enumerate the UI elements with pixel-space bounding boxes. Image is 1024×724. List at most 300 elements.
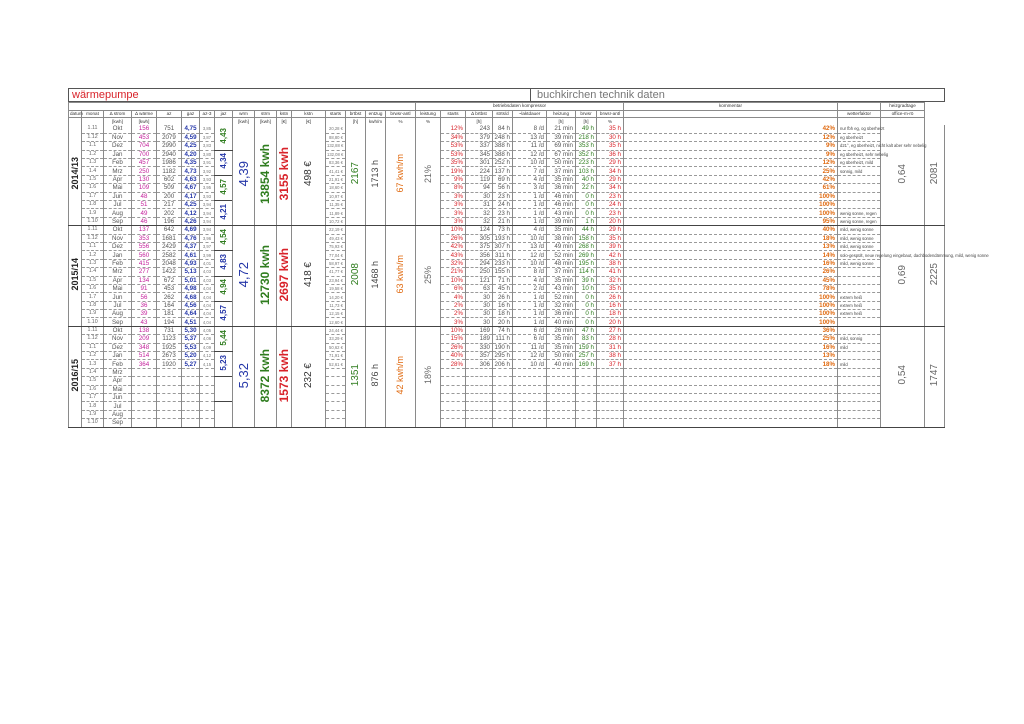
cell-starts-per-day: 1 /d: [513, 209, 547, 217]
cell-delta-strom: 46: [132, 217, 157, 225]
quarter-az: 5,23: [219, 354, 228, 371]
cell-datum: 1.11: [82, 226, 104, 234]
column-unit: [200, 118, 215, 126]
cell-taktdauer: 40 min: [547, 360, 576, 368]
cell-heizung: 257 h: [576, 352, 597, 360]
cell-brwsr: 26 h: [597, 293, 624, 301]
column-header: ∆ strom: [104, 110, 132, 118]
cell-brwsr: [597, 377, 624, 385]
cell-heizung: 40 h: [576, 175, 597, 183]
cell-brwsr: 37 h: [597, 360, 624, 368]
cell-delta-waerme: 642: [157, 226, 182, 234]
cell-kstn: 83,36 €: [326, 159, 346, 167]
cell-kommentar: [838, 175, 881, 183]
cell-starts: 31: [466, 201, 493, 209]
cell-datum: 1.3: [82, 360, 104, 368]
cell-kommentar: mild: [838, 343, 881, 351]
year-starts: 2167: [350, 162, 361, 185]
cell-brwsr-antl: 18%: [624, 360, 838, 368]
cell-az: 4,35: [182, 159, 200, 167]
cell-datum: 1.1: [82, 242, 104, 250]
year-label: 2015/14: [69, 258, 80, 291]
table-row: [69, 293, 945, 301]
year-entzug-cell: [386, 125, 416, 226]
cell-az: 4,61: [182, 251, 200, 259]
cell-kommentar: [838, 394, 881, 402]
cell-leistung: 32%: [441, 259, 466, 267]
cell-gaz: 3,91: [200, 159, 215, 167]
cell-delta-waerme: 2048: [157, 259, 182, 267]
cell-delta-strom: 138: [132, 326, 157, 334]
cell-leistung: 10%: [441, 276, 466, 284]
cell-brwsr-antl: 40%: [624, 226, 838, 234]
cell-delta-brtbst: 20 h: [493, 318, 513, 326]
cell-delta-brtbst: [493, 394, 513, 402]
cell-heizung: 39 h: [576, 276, 597, 284]
cell-monat: Sep: [104, 318, 132, 326]
cell-heizung: 1 h: [576, 217, 597, 225]
cell-kommentar: wenig sonne, regen: [838, 217, 881, 225]
table-row: [69, 276, 945, 284]
cell-starts: 121: [466, 276, 493, 284]
cell-kommentar: [838, 326, 881, 334]
year-kosten-total: 418 €: [303, 262, 314, 288]
cell-brwsr: 23 h: [597, 209, 624, 217]
year-kosten-total-cell: [292, 326, 326, 427]
cell-monat: Okt: [104, 125, 132, 133]
cell-starts: 356: [466, 251, 493, 259]
cell-brwsr: 30 h: [597, 133, 624, 141]
cell-gaz: [200, 410, 215, 418]
cell-kstn: 23,94 €: [326, 276, 346, 284]
cell-delta-strom: [132, 377, 157, 385]
cell-taktdauer: 35 min: [547, 226, 576, 234]
cell-leistung: 15%: [441, 335, 466, 343]
cell-gaz: 3,97: [200, 242, 215, 250]
year-label-cell: [69, 125, 82, 226]
cell-heizung: 269 h: [576, 251, 597, 259]
cell-delta-strom: 51: [132, 201, 157, 209]
cell-brwsr: 20 h: [597, 217, 624, 225]
cell-kommentar: extrem heiß: [838, 293, 881, 301]
table-row: [69, 360, 945, 368]
cell-delta-waerme: 1986: [157, 159, 182, 167]
year-label: 2016/15: [69, 358, 80, 392]
cell-leistung: [441, 377, 466, 385]
cell-brwsr: 32 h: [597, 276, 624, 284]
cell-delta-waerme: 1123: [157, 335, 182, 343]
cell-delta-waerme: 2990: [157, 142, 182, 150]
cell-kstn: 12,15 €: [326, 310, 346, 318]
cell-az: 4,17: [182, 192, 200, 200]
cell-delta-waerme: 453: [157, 284, 182, 292]
column-header: gaz: [182, 110, 200, 118]
cell-heizung: [576, 394, 597, 402]
cell-delta-waerme: 731: [157, 326, 182, 334]
quarter-az: 4,57: [219, 178, 228, 195]
cell-datum: 1.11: [82, 326, 104, 334]
cell-taktdauer: 37 min: [547, 268, 576, 276]
column-unit: [326, 118, 346, 126]
cell-starts: [466, 368, 493, 376]
cell-starts-per-day: [513, 368, 547, 376]
year-strom-total: 2697 kwh: [276, 247, 291, 302]
cell-delta-strom: 49: [132, 209, 157, 217]
cell-starts: 30: [466, 293, 493, 301]
quarter-az: 4,34: [219, 153, 228, 170]
cell-brwsr: 41 h: [597, 268, 624, 276]
cell-kstn: 11,73 €: [326, 301, 346, 309]
cell-az: 4,67: [182, 184, 200, 192]
year-jaz-cell: [233, 125, 255, 226]
cell-datum: 1.12: [82, 234, 104, 242]
year-strom-total-cell: [277, 326, 292, 427]
cell-datum: 1.10: [82, 419, 104, 427]
cell-heizung: 10 h: [576, 284, 597, 292]
cell-kommentar: [838, 268, 881, 276]
cell-delta-strom: 56: [132, 293, 157, 301]
cell-datum: 1.8: [82, 301, 104, 309]
cell-delta-waerme: 1920: [157, 360, 182, 368]
cell-monat: Jan: [104, 251, 132, 259]
table-row: [69, 234, 945, 242]
cell-datum: 1.7: [82, 394, 104, 402]
cell-delta-brtbst: 137 h: [493, 167, 513, 175]
cell-brwsr: 38 h: [597, 352, 624, 360]
cell-gaz: 3,94: [200, 201, 215, 209]
cell-brwsr: 29 h: [597, 226, 624, 234]
cell-gaz: 3,94: [200, 209, 215, 217]
cell-brwsr-antl: 100%: [624, 209, 838, 217]
cell-starts-per-day: 8 /d: [513, 125, 547, 133]
cell-datum: 1.10: [82, 217, 104, 225]
year-betriebsstunden: 1713 h: [370, 159, 380, 188]
cell-leistung: 40%: [441, 352, 466, 360]
cell-az: 5,13: [182, 268, 200, 276]
table-row: [69, 377, 945, 385]
cell-monat: Aug: [104, 310, 132, 318]
cell-gaz: 4,04: [200, 310, 215, 318]
column-header: [624, 110, 838, 118]
cell-kommentar: solo-gespült, neue regelung eingebaut, dachbodendämmung, mild, wenig sonne: [838, 251, 881, 259]
year-wetterfaktor: 0,64: [897, 163, 908, 184]
cell-delta-brtbst: 252 h: [493, 159, 513, 167]
cell-datum: 1.2: [82, 352, 104, 360]
cell-az: 4,59: [182, 133, 200, 141]
cell-brwsr: 38 h: [597, 259, 624, 267]
cell-kstn: 77,04 €: [326, 251, 346, 259]
quarter-az-cell: [215, 150, 233, 175]
cell-starts-per-day: 11 /d: [513, 343, 547, 351]
cell-kstn: [326, 402, 346, 410]
cell-brwsr-antl: [624, 419, 838, 427]
cell-az: [182, 377, 200, 385]
cell-kommentar: [838, 419, 881, 427]
cell-kommentar: [838, 192, 881, 200]
cell-monat: Jul: [104, 201, 132, 209]
cell-brwsr-antl: [624, 394, 838, 402]
year-brauchwasser-anteil: 21%: [422, 164, 433, 183]
year-heizgradtage: 2081: [929, 162, 940, 185]
cell-datum: 1.7: [82, 192, 104, 200]
cell-delta-strom: 137: [132, 226, 157, 234]
cell-delta-strom: 48: [132, 192, 157, 200]
cell-delta-strom: 91: [132, 284, 157, 292]
cell-starts-per-day: 1 /d: [513, 201, 547, 209]
cell-monat: Nov: [104, 335, 132, 343]
cell-starts: 30: [466, 310, 493, 318]
cell-monat: Dez: [104, 142, 132, 150]
table-row: [69, 385, 945, 393]
cell-monat: Mrz: [104, 268, 132, 276]
cell-taktdauer: 52 min: [547, 293, 576, 301]
cell-kstn: 88,80 €: [326, 133, 346, 141]
quarter-az-cell: [215, 175, 233, 200]
cell-starts-per-day: 10 /d: [513, 360, 547, 368]
cell-datum: 1.4: [82, 268, 104, 276]
year-entzug: 67 kwh/m: [395, 154, 405, 193]
column-header: heizung: [547, 110, 576, 118]
cell-delta-brtbst: 23 h: [493, 192, 513, 200]
cell-delta-strom: 277: [132, 268, 157, 276]
cell-starts-per-day: 6 /d: [513, 326, 547, 334]
cell-kommentar: [838, 377, 881, 385]
cell-datum: 1.1: [82, 343, 104, 351]
cell-delta-strom: 704: [132, 142, 157, 150]
year-waerme-total-cell: [255, 226, 277, 327]
column-header: ∆ brtbst: [466, 110, 493, 118]
cell-taktdauer: 52 min: [547, 251, 576, 259]
cell-delta-waerme: 181: [157, 310, 182, 318]
cell-brwsr: 31 h: [597, 343, 624, 351]
cell-starts-per-day: 4 /d: [513, 175, 547, 183]
column-header: az: [157, 110, 182, 118]
cell-heizung: 159 h: [576, 343, 597, 351]
cell-heizung: 0 h: [576, 201, 597, 209]
cell-delta-brtbst: 45 h: [493, 284, 513, 292]
cell-az: 4,63: [182, 175, 200, 183]
header-betriebsdaten: betriebsdaten kompressor: [416, 103, 624, 111]
cell-monat: Mrz: [104, 368, 132, 376]
cell-az: 4,69: [182, 226, 200, 234]
cell-delta-brtbst: [493, 402, 513, 410]
year-kosten-total: 232 €: [303, 362, 314, 388]
cell-leistung: 12%: [441, 125, 466, 133]
cell-starts-per-day: [513, 385, 547, 393]
cell-monat: Mai: [104, 385, 132, 393]
cell-starts: 330: [466, 343, 493, 351]
cell-leistung: 9%: [441, 175, 466, 183]
column-header: brwsr-antl: [597, 110, 624, 118]
cell-leistung: 35%: [441, 159, 466, 167]
cell-az: 4,37: [182, 242, 200, 250]
cell-az: 4,73: [182, 167, 200, 175]
cell-delta-strom: [132, 385, 157, 393]
cell-brwsr-antl: 25%: [624, 167, 838, 175]
cell-delta-brtbst: 21 h: [493, 217, 513, 225]
cell-delta-strom: 156: [132, 125, 157, 133]
cell-heizung: 47 h: [576, 326, 597, 334]
cell-kommentar: [838, 201, 881, 209]
cell-delta-waerme: 2940: [157, 150, 182, 158]
column-header: strts/d: [493, 110, 513, 118]
cell-taktdauer: 40 min: [547, 318, 576, 326]
cell-delta-strom: 457: [132, 159, 157, 167]
cell-leistung: 34%: [441, 133, 466, 141]
cell-leistung: 53%: [441, 150, 466, 158]
year-kosten-total-cell: [292, 226, 326, 327]
column-unit: [157, 118, 182, 126]
cell-delta-waerme: 1422: [157, 268, 182, 276]
quarter-az-cell: [215, 326, 233, 351]
cell-az: 4,25: [182, 142, 200, 150]
cell-leistung: [441, 419, 466, 427]
cell-delta-strom: 353: [132, 234, 157, 242]
cell-starts: 305: [466, 234, 493, 242]
cell-delta-waerme: [157, 377, 182, 385]
cell-delta-brtbst: 190 h: [493, 343, 513, 351]
cell-kstn: 11,89 €: [326, 209, 346, 217]
column-unit: [881, 118, 925, 126]
cell-kommentar: wenig sonne, regen: [838, 209, 881, 217]
cell-starts-per-day: 1 /d: [513, 217, 547, 225]
cell-starts-per-day: 13 /d: [513, 133, 547, 141]
year-betriebsstunden: 1468 h: [370, 260, 380, 289]
cell-taktdauer: 35 min: [547, 175, 576, 183]
cell-delta-strom: 209: [132, 335, 157, 343]
cell-monat: Jul: [104, 301, 132, 309]
cell-kstn: 11,35 €: [326, 201, 346, 209]
year-entzug: 63 kwh/m: [395, 255, 405, 294]
cell-delta-waerme: [157, 419, 182, 427]
cell-monat: Feb: [104, 259, 132, 267]
cell-datum: 1.11: [82, 125, 104, 133]
column-header: strm: [255, 110, 277, 118]
cell-datum: 1.10: [82, 318, 104, 326]
cell-datum: 1.3: [82, 259, 104, 267]
cell-starts: 189: [466, 335, 493, 343]
cell-leistung: 26%: [441, 343, 466, 351]
cell-taktdauer: [547, 368, 576, 376]
cell-delta-brtbst: 56 h: [493, 184, 513, 192]
cell-heizung: [576, 368, 597, 376]
cell-kstn: 10,97 €: [326, 192, 346, 200]
cell-gaz: 3,93: [200, 175, 215, 183]
cell-taktdauer: [547, 419, 576, 427]
cell-delta-brtbst: 111 h: [493, 335, 513, 343]
cell-heizung: 268 h: [576, 242, 597, 250]
cell-kstn: [326, 368, 346, 376]
column-header: monat: [82, 110, 104, 118]
table-row: [69, 251, 945, 259]
cell-brwsr-antl: 100%: [624, 293, 838, 301]
cell-brwsr: 20 h: [597, 318, 624, 326]
cell-monat: Mrz: [104, 167, 132, 175]
cell-brwsr: 34 h: [597, 167, 624, 175]
column-header: brwsr-antl: [386, 110, 416, 118]
cell-az: 5,20: [182, 352, 200, 360]
cell-delta-brtbst: [493, 385, 513, 393]
cell-leistung: 10%: [441, 326, 466, 334]
cell-taktdauer: 36 min: [547, 184, 576, 192]
cell-brwsr-antl: 100%: [624, 318, 838, 326]
table-row: [69, 419, 945, 427]
year-starts-cell: [346, 226, 366, 327]
cell-kommentar: eg überheizt, mild: [838, 159, 881, 167]
cell-heizung: 352 h: [576, 150, 597, 158]
column-unit: [838, 118, 881, 126]
cell-kommentar: eg überheizt: [838, 133, 881, 141]
cell-starts: 32: [466, 209, 493, 217]
cell-datum: 1.5: [82, 276, 104, 284]
cell-heizung: 169 h: [576, 360, 597, 368]
cell-leistung: [441, 368, 466, 376]
cell-delta-brtbst: 388 h: [493, 150, 513, 158]
cell-brwsr-antl: 42%: [624, 125, 838, 133]
cell-az: [182, 368, 200, 376]
cell-leistung: [441, 385, 466, 393]
cell-gaz: 4,01: [200, 259, 215, 267]
cell-leistung: 3%: [441, 192, 466, 200]
cell-heizung: 22 h: [576, 184, 597, 192]
cell-monat: Feb: [104, 159, 132, 167]
cell-monat: Jan: [104, 352, 132, 360]
cell-starts: 294: [466, 259, 493, 267]
cell-kstn: 132,88 €: [326, 142, 346, 150]
column-unit: [513, 118, 547, 126]
column-unit: [624, 118, 838, 126]
cell-az: 4,56: [182, 301, 200, 309]
cell-az: 5,01: [182, 276, 200, 284]
cell-delta-brtbst: 248 h: [493, 133, 513, 141]
cell-taktdauer: 67 min: [547, 150, 576, 158]
year-brauchwasser-anteil-cell: [416, 125, 441, 226]
cell-gaz: 4,04: [200, 318, 215, 326]
cell-taktdauer: 38 min: [547, 234, 576, 242]
year-jaz: 4,72: [236, 261, 251, 288]
cell-kstn: 22,19 €: [326, 226, 346, 234]
cell-monat: Jun: [104, 192, 132, 200]
cell-kommentar: [838, 402, 881, 410]
cell-starts: 169: [466, 326, 493, 334]
cell-kommentar: nur fbh eg, og überheizt: [838, 125, 881, 133]
quarter-az-cell: [215, 251, 233, 276]
column-unit: [kwh]: [104, 118, 132, 126]
table-row: [69, 217, 945, 225]
cell-starts-per-day: 4 /d: [513, 276, 547, 284]
cell-gaz: [200, 402, 215, 410]
year-wetterfaktor: 0,54: [897, 365, 908, 385]
cell-monat: Mai: [104, 184, 132, 192]
cell-taktdauer: 39 min: [547, 217, 576, 225]
cell-delta-strom: 560: [132, 251, 157, 259]
cell-starts-per-day: 10 /d: [513, 159, 547, 167]
cell-brwsr: 24 h: [597, 201, 624, 209]
year-betriebsstunden-cell: [366, 125, 386, 226]
cell-az: 4,64: [182, 310, 200, 318]
cell-delta-strom: 514: [132, 352, 157, 360]
cell-delta-brtbst: 388 h: [493, 142, 513, 150]
cell-heizung: [576, 410, 597, 418]
header-kommentar-group: kommentar: [624, 103, 838, 111]
cell-taktdauer: [547, 385, 576, 393]
cell-gaz: 3,95: [200, 184, 215, 192]
cell-delta-strom: [132, 368, 157, 376]
table-row: [69, 242, 945, 250]
year-waerme-total-cell: [255, 125, 277, 226]
cell-gaz: [200, 368, 215, 376]
column-unit: [€]: [277, 118, 292, 126]
